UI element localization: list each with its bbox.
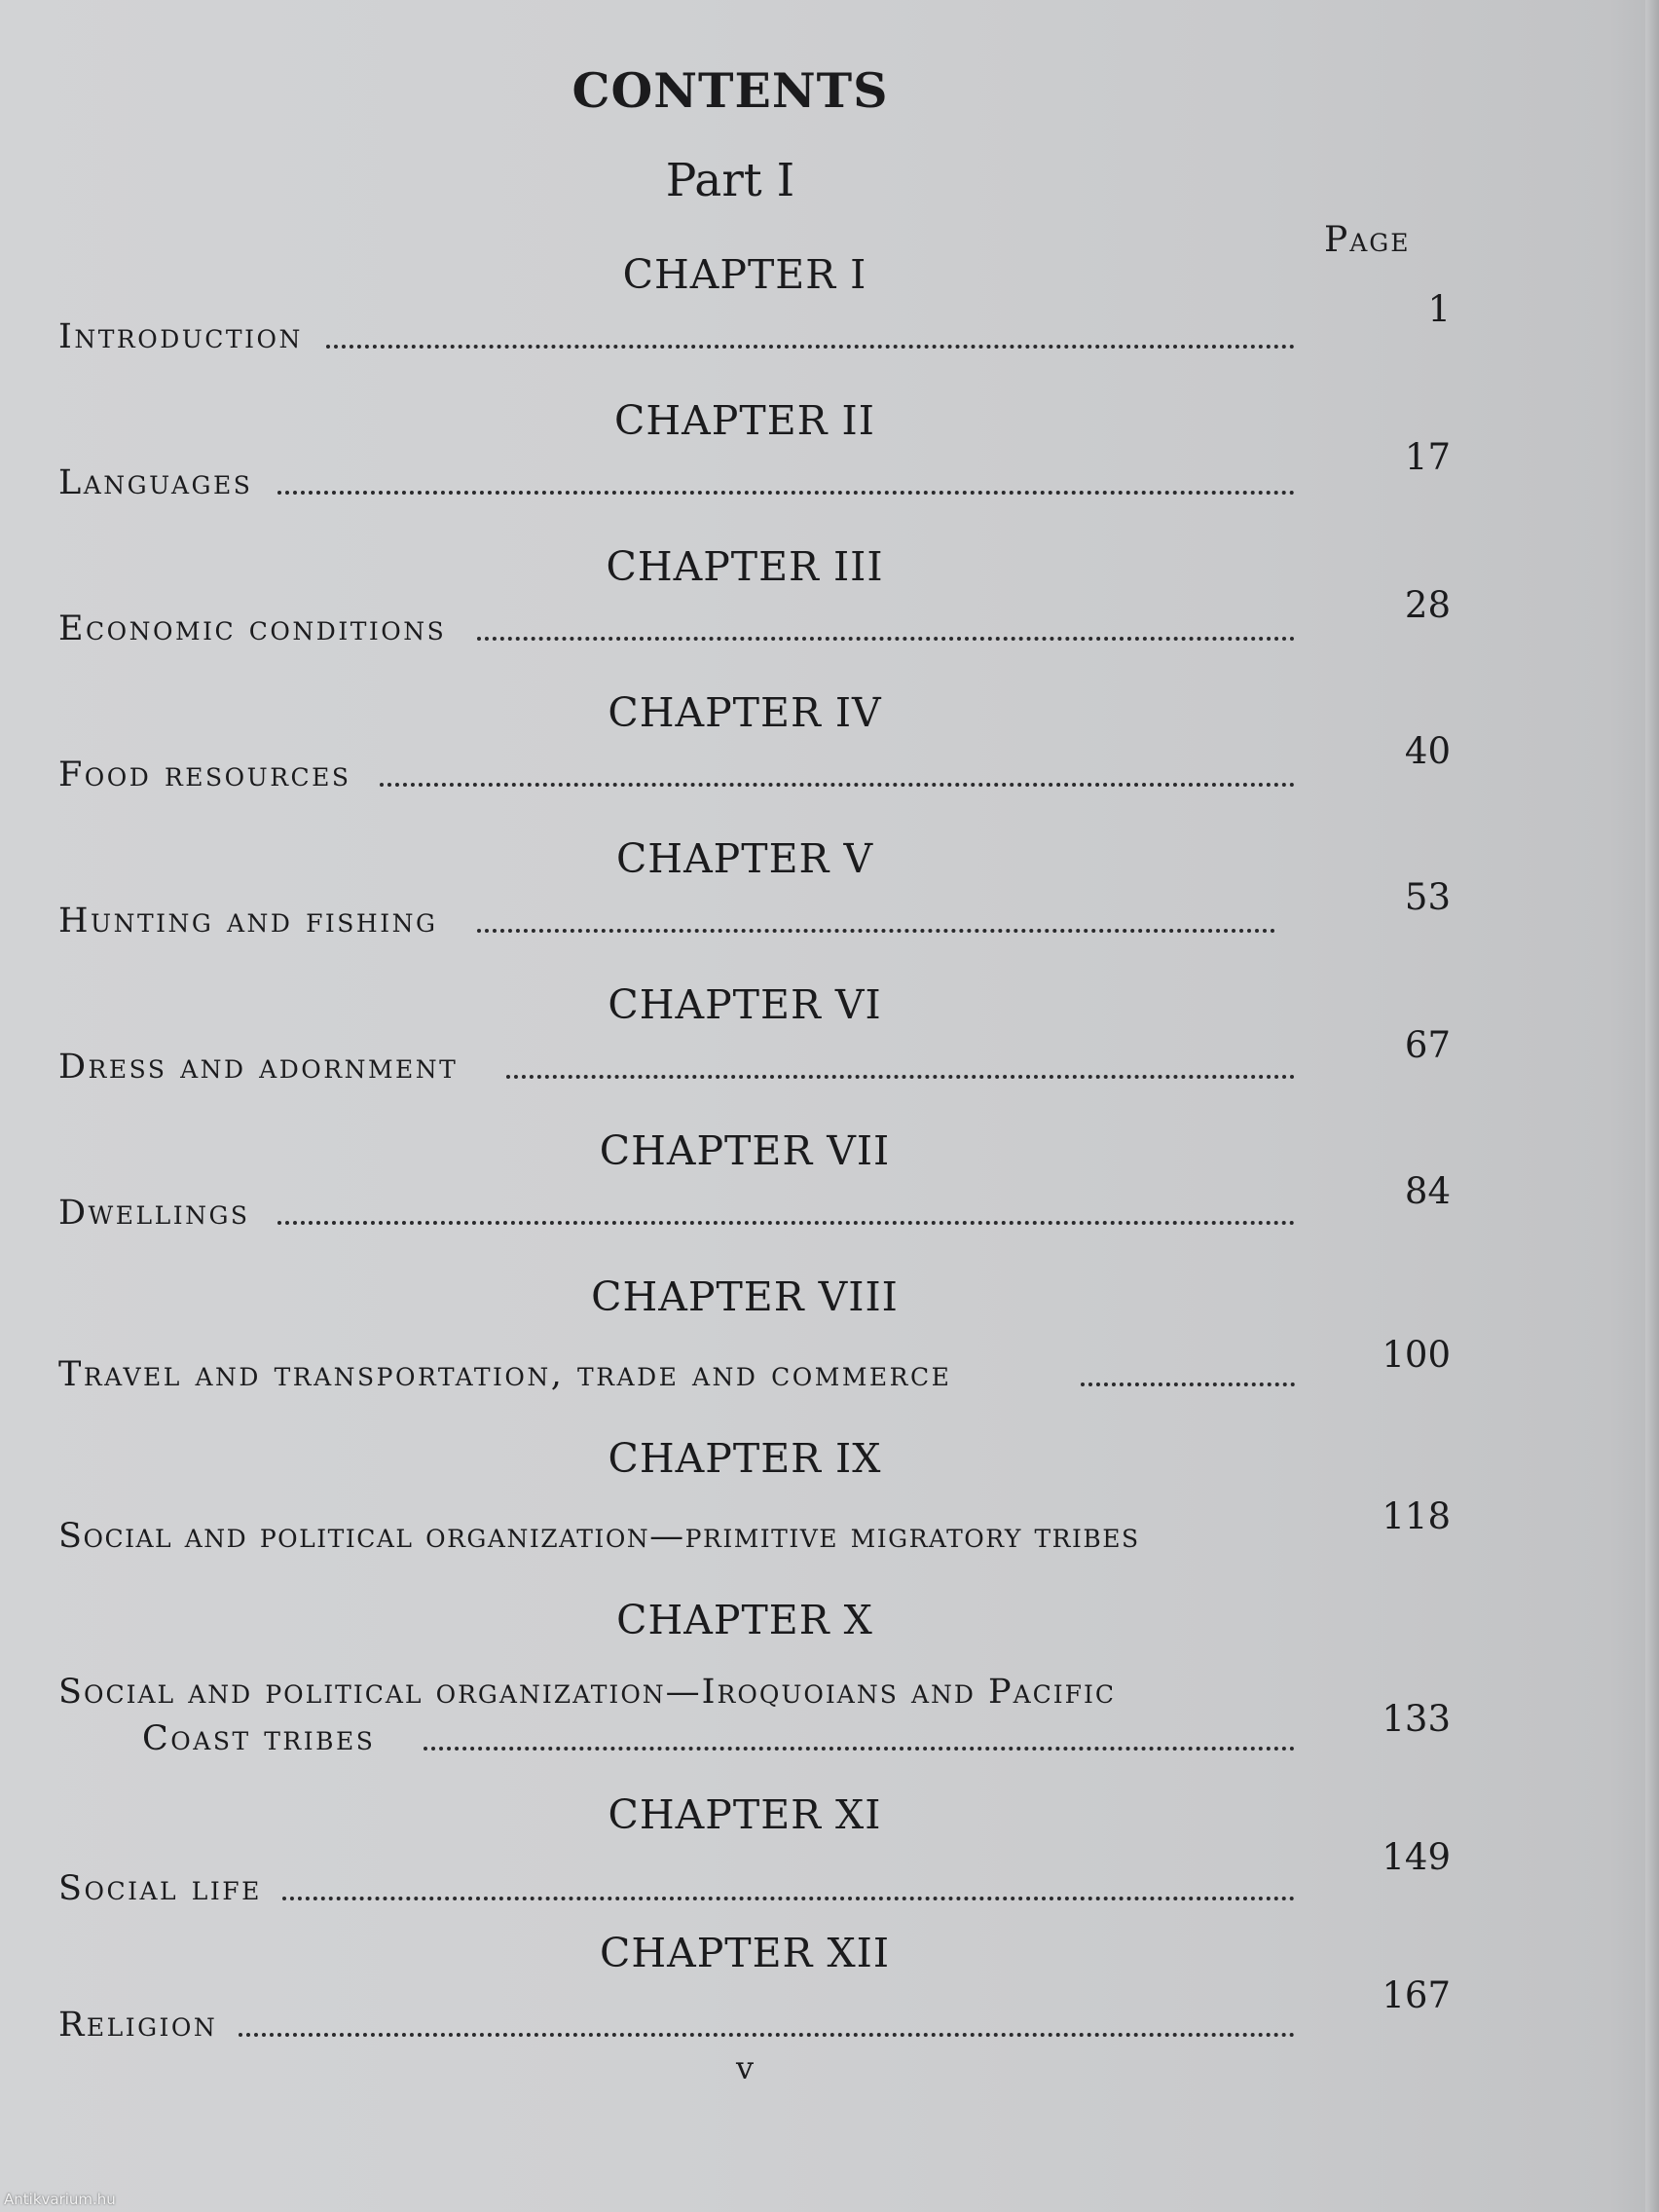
entry-title: Dress and adornment	[58, 1048, 459, 1087]
entry-page-number: 1	[1427, 288, 1451, 330]
page-column-label: Page	[1324, 220, 1411, 260]
toc-entry[interactable]	[58, 310, 1324, 356]
dot-leader	[282, 1891, 1295, 1900]
entry-title: Travel and transportation, trade and commerce	[58, 1355, 952, 1394]
entry-title: Languages	[58, 463, 253, 502]
entry-title: Dwellings	[58, 1194, 250, 1233]
dot-leader	[506, 1069, 1295, 1079]
entry-title: Social and political organization—primitive migratory tribes	[58, 1517, 1140, 1556]
chapter-heading: CHAPTER V	[615, 835, 874, 882]
chapter-heading: CHAPTER VII	[599, 1127, 891, 1174]
chapter-heading: CHAPTER XII	[599, 1930, 891, 1976]
toc-entry[interactable]	[58, 456, 1324, 502]
toc-entry[interactable]	[58, 602, 1324, 648]
part-title: Part I	[665, 154, 795, 207]
entry-page-number: 84	[1404, 1170, 1451, 1212]
toc-entry[interactable]	[58, 894, 1324, 940]
entry-page-number: 40	[1404, 730, 1451, 772]
chapter-heading: CHAPTER IX	[608, 1435, 882, 1482]
entry-title: Food resources	[58, 756, 351, 794]
chapter-heading: CHAPTER I	[622, 251, 867, 298]
toc-entry[interactable]	[58, 1998, 1324, 2045]
dot-leader	[380, 777, 1295, 787]
entry-title: Social life	[58, 1869, 262, 1908]
entry-title: Religion	[58, 2006, 218, 2045]
entry-title-continuation: Coast tribes	[142, 1719, 376, 1758]
dot-leader	[477, 923, 1275, 933]
entry-title: Introduction	[58, 317, 303, 356]
toc-entry[interactable]	[58, 1347, 1324, 1394]
toc-entry[interactable]	[58, 1509, 1324, 1556]
watermark: Antikvarium.hu	[4, 2191, 116, 2208]
contents-title: CONTENTS	[571, 62, 889, 119]
entry-page-number: 53	[1404, 876, 1451, 918]
toc-entry[interactable]	[58, 748, 1324, 794]
dot-leader	[424, 1741, 1295, 1751]
toc-entry[interactable]	[58, 1040, 1324, 1087]
chapter-heading: CHAPTER VIII	[591, 1273, 899, 1320]
chapter-heading: CHAPTER II	[614, 397, 875, 444]
dot-leader	[477, 631, 1295, 641]
entry-page-number: 118	[1382, 1495, 1451, 1537]
dot-leader	[277, 1215, 1295, 1225]
entry-title: Hunting and fishing	[58, 902, 438, 940]
entry-page-number: 17	[1404, 436, 1451, 478]
chapter-heading: CHAPTER VI	[608, 981, 882, 1028]
page-edge	[1645, 0, 1659, 2212]
entry-page-number: 133	[1382, 1698, 1451, 1740]
entry-page-number: 149	[1382, 1836, 1451, 1878]
toc-entry[interactable]	[58, 1862, 1324, 1908]
dot-leader	[1081, 1377, 1295, 1386]
dot-leader	[326, 339, 1295, 349]
dot-leader	[277, 485, 1295, 495]
entry-page-number: 100	[1382, 1334, 1451, 1376]
chapter-heading: CHAPTER X	[616, 1597, 873, 1643]
entry-page-number: 67	[1404, 1024, 1451, 1066]
entry-page-number: 167	[1382, 1974, 1451, 2016]
toc-entry-continuation[interactable]	[58, 1712, 1324, 1758]
dot-leader	[239, 2027, 1295, 2037]
toc-entry[interactable]	[58, 1186, 1324, 1233]
entry-title: Economic conditions	[58, 609, 447, 648]
chapter-heading: CHAPTER XI	[608, 1791, 882, 1838]
chapter-heading: CHAPTER IV	[608, 689, 882, 736]
toc-entry[interactable]	[58, 1665, 1324, 1712]
entry-page-number: 28	[1404, 584, 1451, 626]
chapter-heading: CHAPTER III	[606, 543, 884, 590]
page-folio: v	[735, 2049, 755, 2086]
entry-title: Social and political organization—Iroquoians and Pacific	[58, 1673, 1117, 1712]
